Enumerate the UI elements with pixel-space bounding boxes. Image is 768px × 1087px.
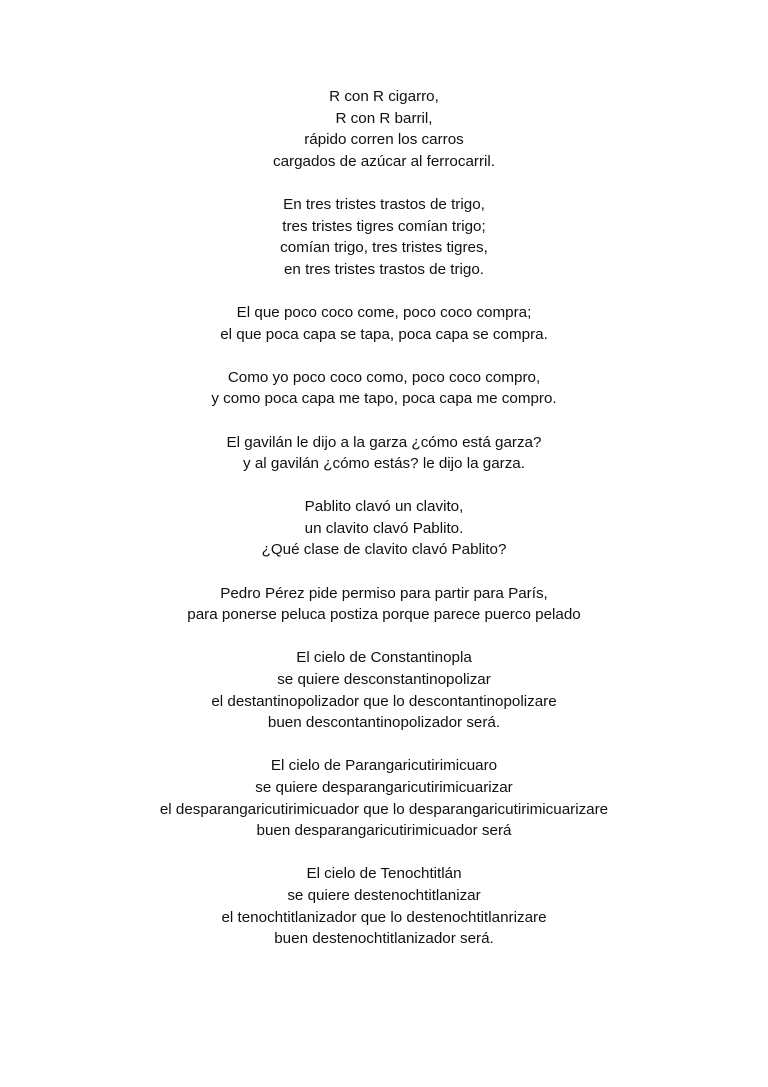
- verse-line: Como yo poco coco como, poco coco compro,: [227, 368, 541, 386]
- verse-line: comían trigo, tres tristes tigres,: [280, 239, 488, 257]
- stanza-4: [0, 367, 768, 410]
- document-page: [0, 86, 768, 971]
- verse-line: El cielo de Tenochtitlán: [306, 865, 462, 883]
- verse-line: se quiere desparangaricutirimicuarizar: [255, 779, 513, 796]
- stanza-9: [0, 755, 768, 841]
- stanza-2: [0, 194, 768, 280]
- verse-line: para ponerse peluca postiza porque parece puerco pelado: [187, 606, 581, 624]
- verse-line: R con R cigarro,: [329, 88, 439, 105]
- verse-line: buen destenochtitlanizador será.: [274, 930, 494, 948]
- verse-line: y al gavilán ¿cómo estás? le dijo la garza.: [243, 455, 525, 473]
- verse-line: se quiere desconstantinopolizar: [277, 671, 491, 689]
- verse-line: tres tristes tigres comían trigo;: [282, 217, 486, 235]
- verse-line: se quiere destenochtitlanizar: [287, 886, 481, 904]
- verse-line: el desparangaricutirimicuador que lo desparangaricutirimicuarizare: [159, 800, 609, 818]
- verse-line: El cielo de Constantinopla: [296, 649, 472, 667]
- verse-line: buen desparangaricutirimicuador será: [256, 822, 512, 840]
- verse-line: El cielo de Parangaricutirimicuaro: [270, 757, 498, 775]
- verse-line: y como poca capa me tapo, poca capa me compro.: [211, 390, 557, 408]
- stanza-8: [0, 647, 768, 733]
- verse-line: ¿Qué clase de clavito clavó Pablito?: [261, 541, 507, 559]
- stanza-5: [0, 432, 768, 475]
- verse-line: El gavilán le dijo a la garza ¿cómo está garza?: [226, 433, 542, 451]
- stanza-1: [0, 86, 768, 172]
- verse-line: En tres tristes trastos de trigo,: [283, 195, 485, 213]
- verse-line: cargados de azúcar al ferrocarril.: [272, 152, 495, 170]
- verse-line: R con R barril,: [335, 109, 433, 127]
- verse-line: Pablito clavó un clavito,: [304, 498, 464, 516]
- verse-line: el destantinopolizador que lo descontantinopolizare: [211, 692, 557, 710]
- stanza-10: [0, 863, 768, 949]
- verse-line: El que poco coco come, poco coco compra;: [236, 303, 532, 321]
- verse-line: buen descontantinopolizador será.: [267, 714, 501, 732]
- stanza-3: [0, 302, 768, 345]
- verse-line: un clavito clavó Pablito.: [304, 519, 464, 537]
- verse-line: el que poca capa se tapa, poca capa se compra.: [220, 325, 548, 343]
- verse-line: rápido corren los carros: [304, 131, 464, 149]
- verse-line: Pedro Pérez pide permiso para partir para París,: [220, 584, 548, 602]
- verse-line: el tenochtitlanizador que lo destenochtitlanrizare: [221, 908, 547, 926]
- stanza-7: [0, 583, 768, 626]
- verse-line: en tres tristes trastos de trigo.: [283, 260, 485, 278]
- stanza-6: [0, 496, 768, 561]
